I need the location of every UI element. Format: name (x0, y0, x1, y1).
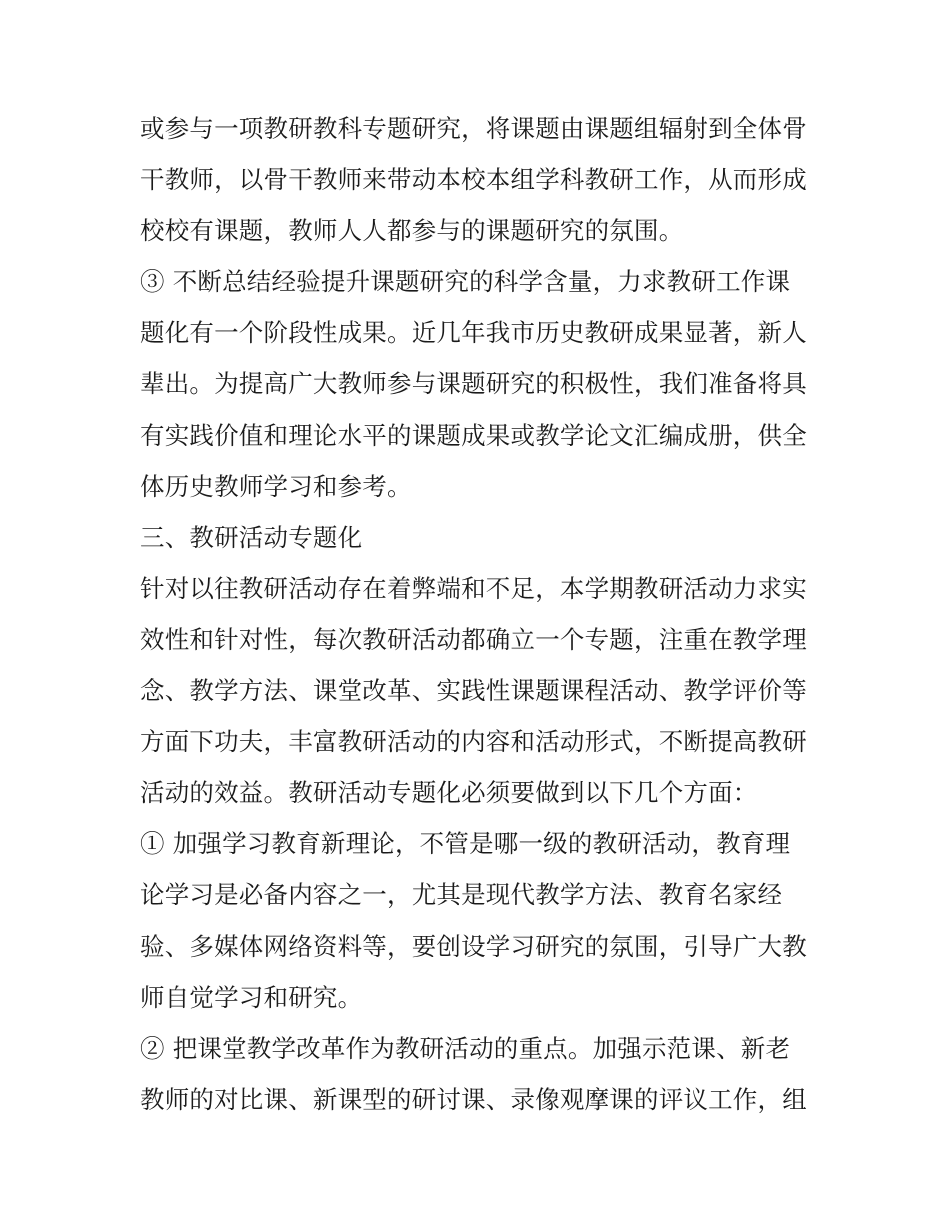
text-line-19: ② 把课堂教学改革作为教研活动的重点。加强示范课、新老 (140, 1033, 791, 1063)
text-line-4: ③ 不断总结经验提升课题研究的科学含量，力求教研工作课 (140, 267, 791, 297)
text-line-5: 题化有一个阶段性成果。近几年我市历史教研成果显著，新人 (140, 318, 807, 348)
text-line-15: ① 加强学习教育新理论，不管是哪一级的教研活动，教育理 (140, 829, 791, 859)
text-line-8: 体历史教师学习和参考。 (140, 471, 412, 501)
text-line-20: 教师的对比课、新课型的研讨课、录像观摩课的评议工作，组 (140, 1084, 807, 1114)
text-line-10: 针对以往教研活动存在着弊端和不足，本学期教研活动力求实 (140, 573, 807, 603)
text-line-18: 师自觉学习和研究。 (140, 982, 363, 1012)
text-line-11: 效性和针对性，每次教研活动都确立一个专题，注重在教学理 (140, 624, 807, 654)
text-line-1: 或参与一项教研教科专题研究，将课题由课题组辐射到全体骨 (140, 114, 807, 143)
text-line-2: 干教师，以骨干教师来带动本校本组学科教研工作，从而形成 (140, 165, 807, 195)
text-line-12: 念、教学方法、课堂改革、实践性课题课程活动、教学评价等 (140, 676, 807, 706)
text-line-3: 校校有课题，教师人人都参与的课题研究的氛围。 (140, 216, 684, 246)
text-line-7: 有实践价值和理论水平的课题成果或教学论文汇编成册，供全 (140, 420, 807, 450)
text-line-14: 活动的效益。教研活动专题化必须要做到以下几个方面： (140, 778, 758, 808)
text-line-17: 验、多媒体网络资料等，要创设学习研究的氛围，引导广大教 (140, 931, 807, 961)
text-line-6: 辈出。为提高广大教师参与课题研究的积极性，我们准备将具 (140, 369, 807, 399)
text-line-13: 方面下功夫，丰富教研活动的内容和活动形式，不断提高教研 (140, 727, 807, 757)
section-heading: 三、教研活动专题化 (140, 522, 363, 552)
text-line-16: 论学习是必备内容之一，尤其是现代教学方法、教育名家经 (140, 880, 783, 910)
body-text (140, 103, 820, 1125)
